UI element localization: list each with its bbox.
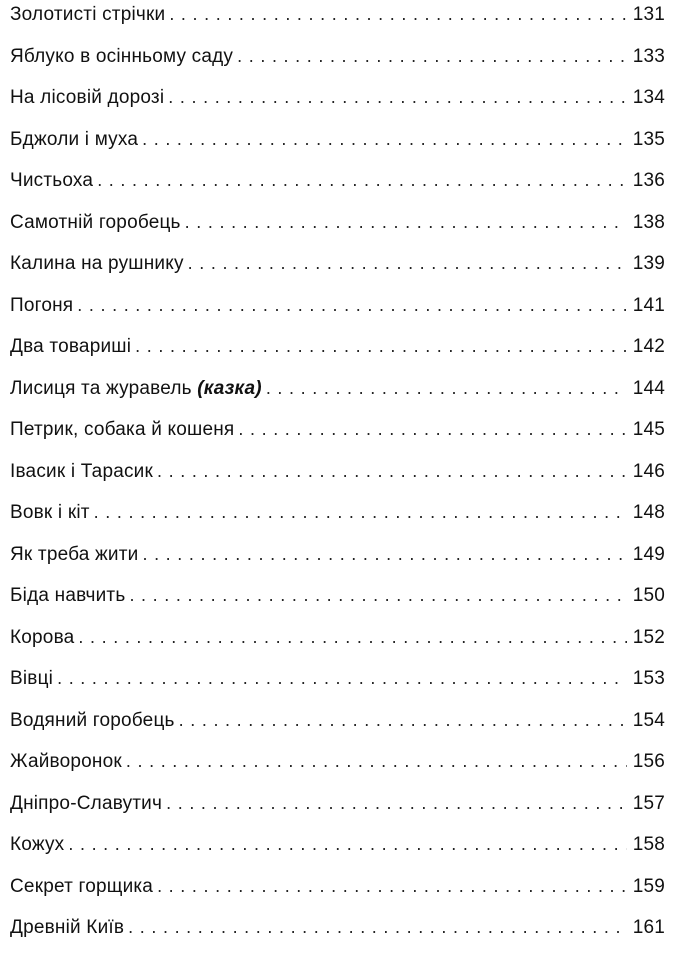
entry-title: Водяний горобець (10, 709, 175, 731)
entry-page: 138 (632, 211, 665, 233)
dot-leader (237, 46, 627, 67)
dot-leader (188, 253, 627, 274)
entry-page: 157 (632, 792, 665, 814)
toc-entry[interactable] (10, 502, 665, 544)
entry-title: Вовк і кіт (10, 502, 90, 523)
entry-title: На лісовій дорозі (10, 87, 165, 108)
entry-title: Секрет горщика (10, 875, 154, 897)
entry-page: 145 (632, 419, 665, 440)
dot-leader (97, 170, 627, 191)
dot-leader (166, 793, 627, 814)
entry-title: Корова (10, 626, 75, 648)
toc-entry[interactable] (10, 212, 665, 254)
entry-page: 134 (632, 87, 665, 108)
entry-title: Петрик, собака й кошеня (10, 419, 235, 440)
entry-page: 161 (632, 917, 665, 938)
dot-leader (168, 87, 626, 108)
entry-title: Івасик і Тарасик (10, 460, 154, 482)
dot-leader (179, 710, 627, 731)
toc-entry[interactable] (10, 295, 665, 337)
entry-page: 139 (632, 253, 665, 274)
entry-title-text: Лисиця та журавель (10, 377, 192, 399)
toc-entry[interactable] (10, 710, 665, 752)
entry-title: Самотній горобець (10, 211, 181, 233)
entry-title: Древній Київ (10, 917, 125, 938)
dot-leader (94, 502, 627, 523)
dot-leader (185, 212, 627, 233)
entry-title: Бджоли і муха (10, 128, 139, 150)
dot-leader (129, 585, 626, 606)
toc-entry[interactable] (10, 668, 665, 710)
entry-page: 159 (632, 875, 665, 897)
entry-title: Два товариші (10, 336, 132, 357)
entry-page: 135 (632, 128, 665, 150)
dot-leader (128, 917, 627, 938)
dot-leader (157, 876, 627, 897)
entry-page: 153 (632, 668, 665, 689)
entry-title: Жайворонок (10, 751, 122, 772)
entry-page: 133 (632, 45, 665, 67)
entry-page: 131 (632, 4, 665, 25)
toc-entry[interactable] (10, 336, 665, 378)
toc-entry[interactable] (10, 87, 665, 129)
entry-page: 148 (632, 502, 665, 523)
dot-leader (169, 4, 626, 25)
dot-leader (78, 627, 626, 648)
dot-leader (157, 461, 627, 482)
dot-leader (266, 378, 627, 399)
entry-page: 150 (632, 585, 665, 606)
entry-page: 146 (632, 460, 665, 482)
dot-leader (77, 295, 626, 316)
dot-leader (142, 544, 626, 565)
toc-entry[interactable] (10, 129, 665, 171)
entry-title: Вівці (10, 668, 54, 689)
dot-leader (68, 834, 626, 855)
entry-page: 144 (632, 377, 665, 399)
toc-entry[interactable] (10, 917, 665, 959)
entry-title: Золотисті стрічки (10, 4, 166, 25)
entry-page: 141 (632, 294, 665, 316)
toc-entry[interactable] (10, 461, 665, 503)
dot-leader (126, 751, 627, 772)
toc-entry[interactable] (10, 751, 665, 793)
table-of-contents (10, 4, 665, 959)
entry-title: Яблуко в осінньому саду (10, 45, 234, 67)
entry-page: 149 (632, 543, 665, 565)
entry-title: Калина на рушнику (10, 253, 184, 274)
entry-title: Як треба жити (10, 543, 139, 565)
entry-page: 136 (632, 170, 665, 191)
entry-subtitle: (казка) (197, 377, 262, 399)
toc-entry[interactable] (10, 253, 665, 295)
dot-leader (57, 668, 627, 689)
dot-leader (135, 336, 627, 357)
toc-entry[interactable] (10, 876, 665, 918)
toc-entry[interactable] (10, 170, 665, 212)
entry-title: Біда навчить (10, 585, 126, 606)
toc-entry[interactable] (10, 793, 665, 835)
toc-entry[interactable] (10, 834, 665, 876)
entry-page: 152 (632, 626, 665, 648)
dot-leader (238, 419, 626, 440)
entry-page: 158 (632, 834, 665, 855)
entry-page: 154 (632, 709, 665, 731)
entry-page: 156 (632, 751, 665, 772)
entry-title (10, 378, 266, 400)
entry-page: 142 (632, 336, 665, 357)
toc-entry[interactable] (10, 419, 665, 461)
toc-entry[interactable] (10, 544, 665, 586)
toc-entry[interactable] (10, 585, 665, 627)
entry-title: Кожух (10, 834, 65, 855)
toc-entry[interactable] (10, 378, 665, 420)
toc-entry[interactable] (10, 4, 665, 46)
entry-title: Дніпро-Славутич (10, 792, 163, 814)
entry-title: Погоня (10, 294, 74, 316)
toc-entry[interactable] (10, 627, 665, 669)
dot-leader (142, 129, 627, 150)
toc-entry[interactable] (10, 46, 665, 88)
entry-title: Чистьоха (10, 170, 94, 191)
